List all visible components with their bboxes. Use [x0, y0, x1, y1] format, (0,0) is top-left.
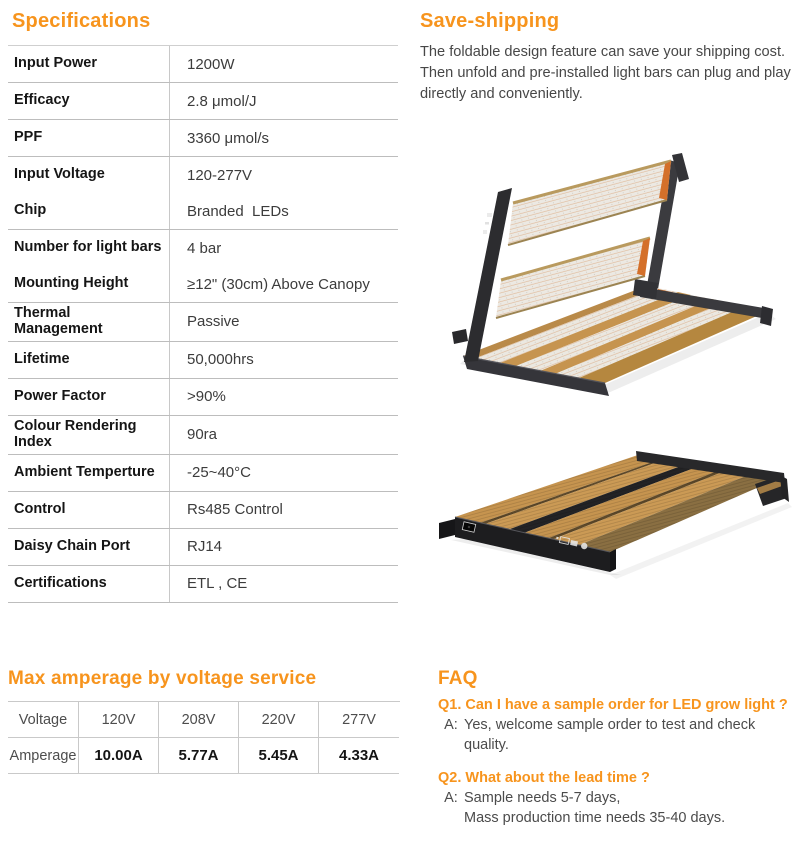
spec-value-column — [170, 455, 398, 491]
spec-label-column — [8, 46, 170, 82]
amperage-header-label: Voltage — [8, 702, 78, 738]
spec-value-column — [170, 566, 398, 602]
spec-row-group — [8, 157, 398, 230]
faq-section — [438, 668, 792, 843]
spec-value: 120-277V — [187, 166, 253, 184]
spec-label-column — [8, 83, 170, 119]
spec-label: PPF — [14, 129, 43, 146]
amperage-voltage-cell: 208V — [158, 702, 238, 738]
specifications-section — [8, 8, 398, 603]
spec-row-group — [8, 455, 398, 492]
amperage-voltage-cell: 277V — [318, 702, 399, 738]
spec-row-group — [8, 379, 398, 416]
spec-value: 50,000hrs — [187, 351, 254, 369]
spec-label: Input Power — [14, 55, 97, 72]
faq-answer-line: Sample needs 5-7 days, — [464, 790, 621, 807]
spec-row-group — [8, 416, 398, 455]
spec-label: Control — [14, 500, 66, 517]
spec-label: Input Voltage — [14, 166, 105, 183]
spec-value-column — [170, 529, 398, 565]
faq-answer — [438, 716, 792, 755]
spec-value: 1200W — [187, 55, 235, 73]
spec-label-column — [8, 416, 170, 454]
spec-value-column — [170, 416, 398, 454]
spec-value: Branded LEDs — [187, 202, 289, 220]
spec-label: Ambient Temperture — [14, 463, 155, 480]
spec-label: Mounting Height — [14, 275, 129, 292]
spec-row-group — [8, 342, 398, 379]
spec-value-column — [170, 46, 398, 82]
spec-label: Lifetime — [14, 350, 70, 367]
save-shipping-description: The foldable design feature can save your shipping cost. Then unfold and pre-installed light bars can plug and play directly and conveniently. — [420, 44, 791, 103]
spec-value: >90% — [187, 388, 226, 406]
spec-value-column — [170, 303, 398, 341]
save-shipping-title: Save-shipping — [420, 10, 560, 32]
spec-row-group — [8, 566, 398, 603]
spec-label-column — [8, 157, 170, 229]
spec-label-column — [8, 342, 170, 378]
spec-row-group — [8, 303, 398, 342]
spec-value: RJ14 — [187, 538, 223, 556]
spec-value: Passive — [187, 313, 240, 331]
spec-value: -25~40°C — [187, 464, 251, 482]
specifications-title: Specifications — [12, 10, 151, 32]
spec-label: Certifications — [14, 574, 107, 591]
faq-answer-lines — [464, 789, 792, 828]
amperage-value-cell: 10.00A — [78, 738, 158, 774]
amperage-value-cell: 4.33A — [318, 738, 399, 774]
faq-item — [438, 770, 792, 828]
spec-label: Power Factor — [14, 387, 106, 404]
amperage-title: Max amperage by voltage service — [8, 668, 317, 689]
spec-row-group — [8, 492, 398, 529]
spec-value: ETL , CE — [187, 575, 248, 593]
spec-label: Thermal Management — [14, 305, 103, 337]
spec-label-column — [8, 492, 170, 528]
spec-value-column — [170, 492, 398, 528]
spec-value: 3360 μmol/s — [187, 129, 270, 147]
faq-question: Q2. What about the lead time ? — [438, 770, 650, 787]
spec-value-column — [170, 342, 398, 378]
save-shipping-section — [420, 8, 798, 105]
faq-answer-line: Yes, welcome sample order to test and check quality. — [464, 717, 756, 753]
amperage-voltage-cell: 120V — [78, 702, 158, 738]
faq-answer-prefix: A: — [444, 717, 458, 733]
spec-label-column — [8, 120, 170, 156]
amperage-table — [8, 701, 400, 774]
spec-value: ≥12" (30cm) Above Canopy — [187, 275, 370, 293]
amperage-section — [8, 668, 400, 774]
spec-label-column — [8, 529, 170, 565]
spec-value: 2.8 μmol/J — [187, 92, 257, 110]
amperage-value-cell: 5.77A — [158, 738, 238, 774]
spec-row-group — [8, 83, 398, 120]
spec-label: Efficacy — [14, 92, 70, 109]
unfolded-grow-light-illustration — [428, 148, 796, 406]
spec-label-column — [8, 303, 170, 341]
spec-label: Number for light bars — [14, 239, 162, 256]
faq-answer — [438, 789, 792, 828]
faq-item — [438, 697, 792, 755]
spec-label-column — [8, 379, 170, 415]
spec-value-column — [170, 157, 398, 229]
folded-grow-light-illustration — [435, 443, 795, 615]
faq-title: FAQ — [438, 668, 478, 689]
spec-value: 4 bar — [187, 239, 222, 257]
spec-row-group — [8, 529, 398, 566]
folded-grow-light-image — [435, 443, 795, 615]
spec-row-group — [8, 120, 398, 157]
amperage-voltage-cell: 220V — [238, 702, 318, 738]
faq-answer-line: Mass production time needs 35-40 days. — [464, 809, 726, 826]
unfolded-grow-light-image — [428, 148, 796, 406]
spec-row-group — [8, 46, 398, 83]
spec-label-column — [8, 566, 170, 602]
spec-label-column — [8, 455, 170, 491]
spec-value: 90ra — [187, 426, 218, 444]
spec-value-column — [170, 83, 398, 119]
spec-label: Chip — [14, 202, 47, 219]
faq-question: Q1. Can I have a sample order for LED grow light ? — [438, 697, 788, 713]
faq-answer-prefix: A: — [444, 790, 458, 807]
spec-value-column — [170, 379, 398, 415]
spec-label-column — [8, 230, 170, 302]
spec-row-group — [8, 230, 398, 303]
spec-value: Rs485 Control — [187, 501, 283, 519]
spec-value-column — [170, 120, 398, 156]
amperage-value-cell: 5.45A — [238, 738, 318, 774]
spec-value-column — [170, 230, 398, 302]
amperage-row-label: Amperage — [8, 738, 78, 774]
faq-answer-lines — [464, 716, 792, 755]
faq-list — [438, 697, 792, 828]
spec-label: Daisy Chain Port — [14, 537, 131, 554]
spec-label: Colour Rendering Index — [14, 417, 137, 450]
specifications-table — [8, 45, 398, 603]
